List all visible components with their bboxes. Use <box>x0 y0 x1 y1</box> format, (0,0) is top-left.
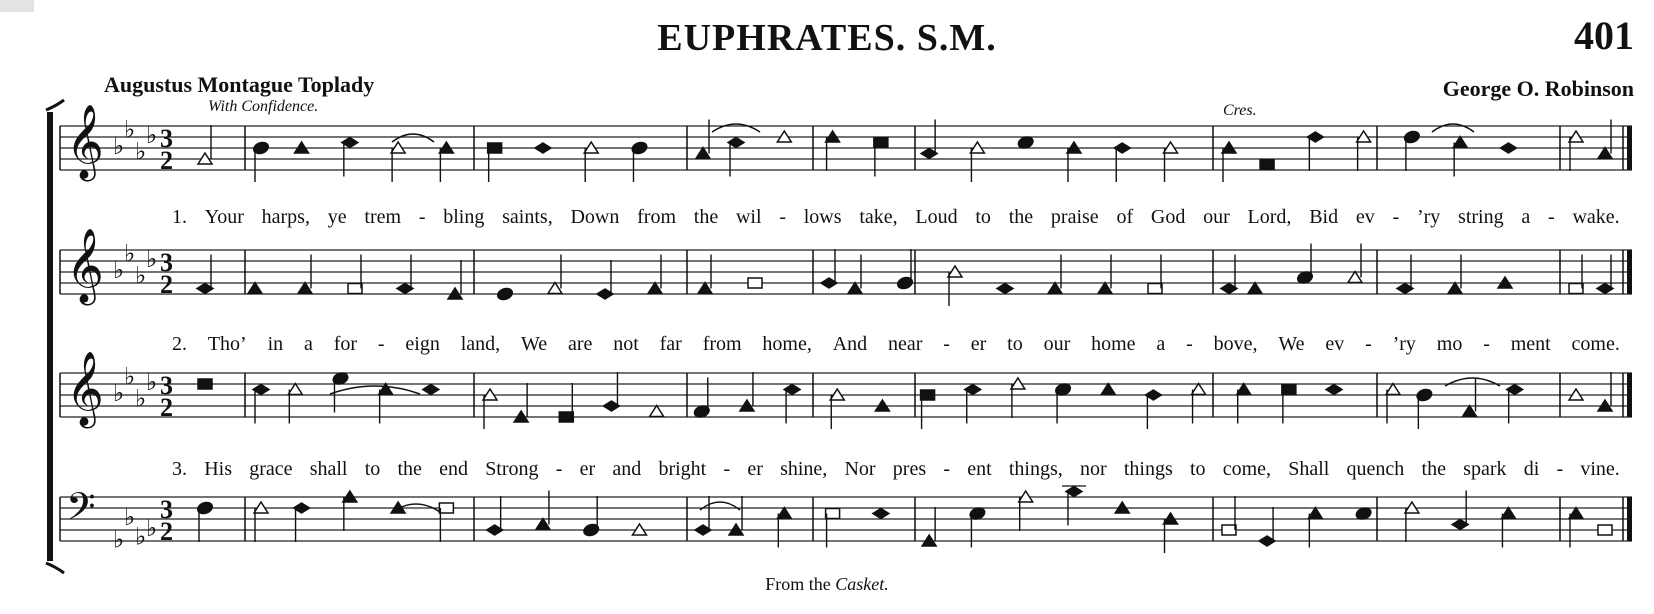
time-signature-top: 3 <box>160 371 173 400</box>
lyric-syllable: nor <box>1079 458 1107 480</box>
flat-icon: ♭ <box>124 362 136 391</box>
lyric-syllable: saints, <box>502 206 553 228</box>
verse-number: 1. <box>172 206 187 228</box>
note-head-triangle <box>1569 508 1583 519</box>
lyric-syllable: shine, <box>780 458 828 480</box>
treble-clef-icon: 𝄞 <box>66 105 104 179</box>
source-credit <box>0 574 1654 595</box>
lyric-syllable: far <box>659 333 682 355</box>
lyric-syllable: mo <box>1436 333 1463 355</box>
note-head-diamond <box>873 509 889 519</box>
lyric-syllable: - <box>1392 206 1400 228</box>
hymn-title: EUPHRATES. S.M. <box>657 17 997 59</box>
slur <box>1432 124 1474 132</box>
note-head-square <box>348 284 362 294</box>
lyric-syllable: Strong <box>485 458 539 480</box>
note-head-square <box>748 278 762 288</box>
lyric-syllable: Bid <box>1309 206 1339 228</box>
lyric-syllable: Shall <box>1288 458 1330 480</box>
note-head-triangle <box>248 283 262 294</box>
time-signature-top: 3 <box>160 495 173 524</box>
note-head-square <box>1282 385 1296 395</box>
flat-icon: ♭ <box>146 514 158 542</box>
flat-icon: ♭ <box>135 522 147 551</box>
lyric-syllable: ev <box>1325 333 1345 355</box>
slur <box>330 386 420 394</box>
lyric-syllable: our <box>1203 206 1230 228</box>
verse-number: 2. <box>172 333 187 355</box>
lyric-syllable: er <box>970 333 987 355</box>
lyric-syllable: are <box>567 333 593 355</box>
lyric-syllable: from <box>702 333 742 355</box>
flat-icon: ♭ <box>146 245 158 273</box>
verse-number: 3. <box>172 458 187 480</box>
time-signature-bottom: 2 <box>160 517 173 546</box>
lyric-syllable: lows <box>803 206 842 228</box>
lyric-syllable: grace <box>249 458 293 480</box>
time-signature-bottom: 2 <box>160 146 173 175</box>
lyric-syllable: in <box>267 333 284 355</box>
note-head-square <box>559 412 573 422</box>
lyric-syllable: trem <box>364 206 402 228</box>
note-head-triangle <box>1448 283 1462 294</box>
lyric-syllable: Loud <box>915 206 958 228</box>
lyric-syllable: land, <box>460 333 501 355</box>
note-head-triangle <box>298 283 312 294</box>
lyric-syllable: not <box>613 333 639 355</box>
flat-icon: ♭ <box>124 239 136 268</box>
lyric-syllable: - <box>723 458 731 480</box>
note-head-triangle <box>1098 283 1112 294</box>
lyric-syllable: Nor <box>844 458 876 480</box>
lyric-syllable: near <box>888 333 923 355</box>
note-head-triangle <box>288 384 302 395</box>
lyric-syllable: - <box>555 458 563 480</box>
note-head-diamond <box>997 284 1013 294</box>
lyric-syllable: bling <box>443 206 485 228</box>
lyric-syllable: Tho’ <box>207 333 247 355</box>
note-head-triangle <box>1386 384 1400 395</box>
note-head-oval <box>496 287 514 302</box>
note-head-triangle <box>1308 508 1322 519</box>
lyric-syllable: ye <box>327 206 347 228</box>
lyricist-credit: Augustus Montague Toplady <box>104 72 375 97</box>
note-head-triangle <box>1463 406 1477 417</box>
lyric-syllable: bove, <box>1213 333 1258 355</box>
lyric-syllable: harps, <box>261 206 310 228</box>
lyric-syllable: His <box>204 458 232 480</box>
lyric-syllable: - <box>1365 333 1372 355</box>
lyric-syllable: from <box>637 206 677 228</box>
lyric-syllable: And <box>832 333 868 355</box>
lyric-syllable: Your <box>204 206 244 228</box>
lyric-syllable: bright <box>658 458 707 480</box>
final-barline-thick <box>1627 497 1632 541</box>
flat-icon: ♭ <box>146 368 158 396</box>
lyric-syllable: wake. <box>1572 206 1620 228</box>
flat-icon: ♭ <box>113 379 125 407</box>
time-signature-top: 3 <box>160 248 173 277</box>
time-signature-top: 3 <box>160 124 173 153</box>
note-head-triangle <box>650 406 664 417</box>
lyric-syllable: - <box>1483 333 1490 355</box>
flat-icon: ♭ <box>113 132 125 160</box>
lyric-syllable: to <box>975 206 991 228</box>
lyric-syllable: come. <box>1571 333 1620 355</box>
lyric-syllable: We <box>1278 333 1305 355</box>
final-barline-thick <box>1627 126 1632 170</box>
note-head-triangle <box>698 283 712 294</box>
note-head-square <box>1148 284 1162 294</box>
note-head-triangle <box>1598 148 1612 159</box>
flat-icon: ♭ <box>124 503 136 531</box>
note-head-diamond <box>1326 385 1342 395</box>
note-head-triangle <box>1453 137 1467 148</box>
lyric-syllable: of <box>1116 206 1134 228</box>
lyric-syllable: string <box>1458 206 1504 228</box>
lyric-syllable: er <box>747 458 763 480</box>
lyric-syllable: the <box>693 206 719 228</box>
note-head-triangle <box>648 283 662 294</box>
treble-clef-icon: 𝄞 <box>66 229 104 303</box>
lyric-syllable: things <box>1123 458 1173 480</box>
lyric-syllable: to <box>1189 458 1206 480</box>
lyric-syllable: the <box>1008 206 1034 228</box>
flat-icon: ♭ <box>113 256 125 284</box>
lyric-syllable: - <box>779 206 786 228</box>
lyric-syllable: - <box>418 206 426 228</box>
verse-2-lyrics <box>172 333 1620 356</box>
lyric-syllable: praise <box>1050 206 1099 228</box>
verse-1-lyrics <box>172 206 1620 229</box>
lyric-syllable: - <box>1186 333 1193 355</box>
note-head-triangle <box>1101 384 1115 395</box>
note-head-triangle <box>1237 384 1251 395</box>
note-head-square <box>921 390 935 400</box>
note-head-triangle <box>1048 283 1062 294</box>
lyric-syllable: ment <box>1510 333 1551 355</box>
note-head-triangle <box>1192 384 1206 395</box>
tempo-marking: With Confidence. <box>208 98 319 115</box>
lyric-syllable: er <box>579 458 596 480</box>
note-head-triangle <box>379 384 393 395</box>
source-prefix: From the <box>765 574 831 594</box>
note-head-square <box>826 509 840 519</box>
staff-notes <box>198 371 1612 429</box>
note-head-square <box>1260 160 1274 170</box>
flat-icon: ♭ <box>113 525 125 554</box>
bracket-bottom-hook <box>46 563 64 573</box>
final-barline-thick <box>1627 250 1632 294</box>
flat-icon: ♭ <box>146 121 158 149</box>
note-head-square <box>1222 525 1236 535</box>
note-head-triangle <box>1501 508 1515 519</box>
note-head-diamond <box>1500 143 1516 153</box>
page-number: 401 <box>1574 13 1634 58</box>
note-head-square <box>439 503 453 513</box>
note-head-triangle <box>536 519 550 530</box>
lyric-syllable: - <box>377 333 385 355</box>
bass-clef-icon: 𝄢 <box>66 484 96 538</box>
lyric-syllable: wil <box>735 206 762 228</box>
lyric-syllable: the <box>397 458 422 480</box>
lyric-syllable: eign <box>405 333 440 355</box>
staff-notes <box>197 244 1613 307</box>
lyric-syllable: - <box>943 333 950 355</box>
lyric-syllable: and <box>612 458 642 480</box>
note-head-diamond <box>423 385 439 395</box>
lyric-syllable: to <box>364 458 381 480</box>
lyric-syllable: Lord, <box>1247 206 1292 228</box>
flat-icon: ♭ <box>135 137 147 166</box>
slur <box>392 134 434 142</box>
lyric-syllable: for <box>333 333 358 355</box>
lyric-syllable: come, <box>1222 458 1272 480</box>
time-signature-bottom: 2 <box>160 270 173 299</box>
lyric-syllable: ’ry <box>1416 206 1441 228</box>
lyric-syllable: God <box>1150 206 1186 228</box>
lyric-syllable: ent <box>967 458 992 480</box>
note-head-triangle <box>848 283 862 294</box>
lyric-syllable: - <box>943 458 950 480</box>
lyric-syllable: to <box>1007 333 1023 355</box>
note-head-triangle <box>1248 283 1262 294</box>
slur <box>712 124 760 132</box>
lyric-syllable: the <box>1421 458 1446 480</box>
lyric-syllable: home <box>1091 333 1136 355</box>
lyric-syllable: pres <box>892 458 927 480</box>
lyric-syllable: vine. <box>1580 458 1620 480</box>
lyric-syllable: home, <box>762 333 812 355</box>
note-head-diamond <box>535 143 551 153</box>
source-title: Casket. <box>835 574 889 594</box>
lyric-syllable: our <box>1043 333 1071 355</box>
treble-clef-icon: 𝄞 <box>66 352 104 426</box>
lyric-syllable: ’ry <box>1392 333 1416 355</box>
time-signature-bottom: 2 <box>160 393 173 422</box>
lyric-syllable: things, <box>1008 458 1063 480</box>
lyric-syllable: shall <box>309 458 348 480</box>
slur <box>1445 378 1500 386</box>
final-barline-thick <box>1627 373 1632 417</box>
lyric-syllable: Down <box>570 206 620 228</box>
note-head-triangle <box>696 148 710 159</box>
composer-credit: George O. Robinson <box>1442 76 1634 101</box>
note-head-triangle <box>1348 272 1362 283</box>
lyric-syllable: ev <box>1355 206 1375 228</box>
lyric-syllable: di <box>1523 458 1540 480</box>
lyric-syllable: a <box>1521 206 1531 228</box>
staff-notes <box>198 120 1612 183</box>
slur <box>700 502 740 510</box>
note-head-square <box>1569 284 1583 294</box>
lyric-syllable: a <box>1156 333 1166 355</box>
lyric-syllable: We <box>520 333 548 355</box>
lyric-syllable: - <box>1548 206 1555 228</box>
flat-icon: ♭ <box>124 115 136 144</box>
note-head-square <box>874 138 888 148</box>
note-head-triangle <box>548 283 562 294</box>
lyric-syllable: end <box>439 458 468 480</box>
note-head-triangle <box>777 508 791 519</box>
bracket-top-hook <box>46 100 64 110</box>
flat-icon: ♭ <box>135 261 147 290</box>
flat-icon: ♭ <box>135 384 147 413</box>
verse-3-lyrics <box>172 458 1620 481</box>
note-head-square <box>198 379 212 389</box>
lyric-syllable: - <box>1556 458 1564 480</box>
note-head-square <box>488 143 502 153</box>
lyric-syllable: spark <box>1463 458 1507 480</box>
lyric-syllable: quench <box>1346 458 1405 480</box>
lyric-syllable: take, <box>859 206 898 228</box>
lyric-syllable: a <box>303 333 313 355</box>
note-head-square <box>1598 525 1612 535</box>
dynamic-marking: Cres. <box>1223 102 1257 119</box>
